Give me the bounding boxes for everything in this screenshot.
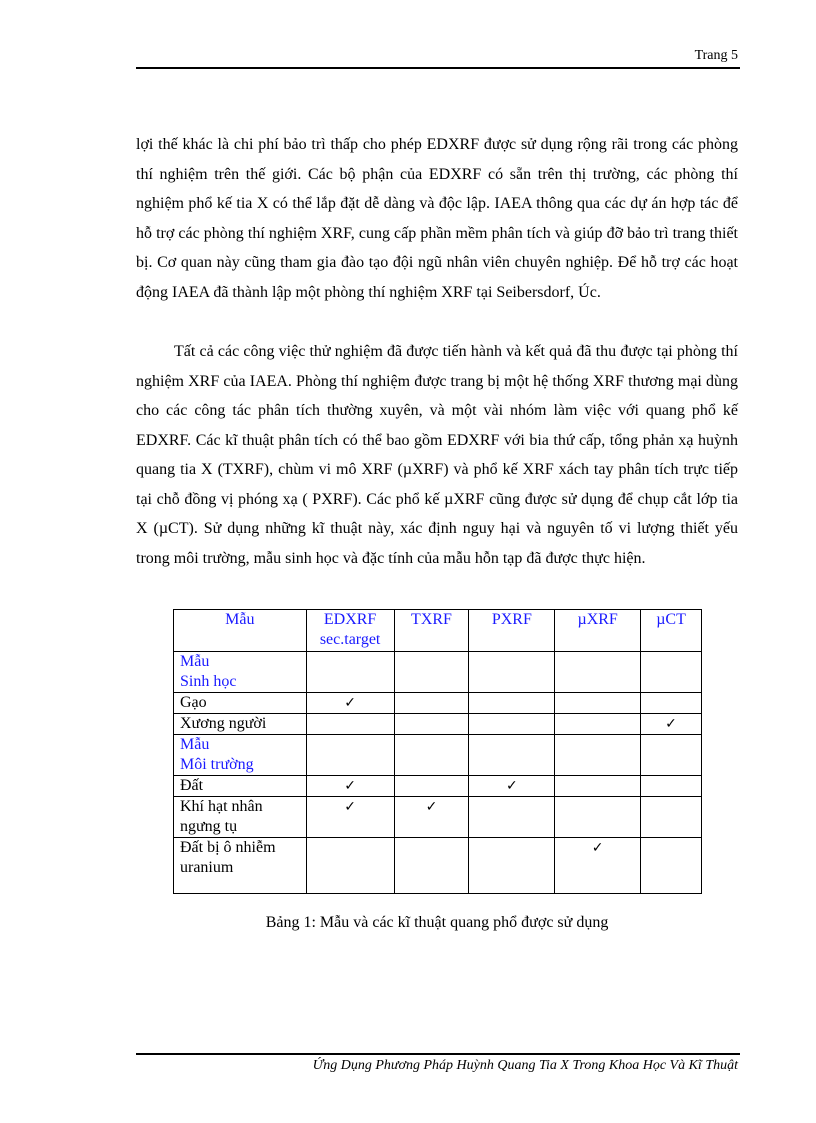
cell-txrf (394, 714, 469, 735)
cell-uxrf (555, 714, 641, 735)
sample-label (174, 838, 307, 894)
table-row (174, 693, 702, 714)
label-line: Xương người (180, 715, 267, 732)
cell-pxrf (469, 797, 555, 838)
check-mark-icon: ✓ (505, 778, 518, 794)
header-sample: Mẫu (174, 610, 307, 652)
check-mark-icon: ✓ (344, 695, 356, 711)
footer-title: Ứng Dụng Phương Pháp Huỳnh Quang Tia X Trong Khoa Học Và Kĩ Thuật (312, 1058, 738, 1073)
cell-uct (641, 652, 702, 693)
label-line: Gạo (180, 694, 207, 711)
cell-uxrf (555, 693, 641, 714)
check-mark-icon: ✓ (425, 799, 438, 815)
cell-uct (641, 776, 702, 797)
cell-uct (641, 693, 702, 714)
table-row (174, 838, 702, 894)
cell-uxrf (555, 838, 641, 894)
label-line: ngưng tụ (180, 818, 238, 835)
table-row (174, 776, 702, 797)
paragraph-text: lợi thế khác là chi phí bảo trì thấp cho phép EDXRF được sử dụng rộng rãi trong các phòng thí nghiệm trên thế giới. Các bộ phận của EDXRF có sẵn trên thị trường, các phòng thí nghiệm phổ kế tia X có thể lắp đặt dễ dàng và độc lập. IAEA thông qua các dự án hợp tác để hỗ trợ các phòng thí nghiệm XRF, cung cấp phần mềm phân tích và giúp đỡ bảo trì trang thiết bị. Cơ quan này cũng tham gia đào tạo đội ngũ nhân viên chuyên nghiệp. Để hỗ trợ các hoạt động IAEA đã thành lập một phòng thí nghiệm XRF tại Seibersdorf, Úc. (136, 136, 738, 301)
sample-label (174, 693, 307, 714)
cell-uxrf (555, 652, 641, 693)
cell-edxrf (306, 776, 394, 797)
table-row (174, 652, 702, 693)
cell-edxrf (306, 797, 394, 838)
cell-txrf (394, 776, 469, 797)
check-mark-icon: ✓ (591, 840, 604, 856)
cell-pxrf (469, 776, 555, 797)
cell-uct (641, 838, 702, 894)
paragraph-text: Tất cả các công việc thử nghiệm đã được tiến hành và kết quả đã thu được tại phòng thí nghiệm XRF của IAEA. Phòng thí nghiệm được trang bị một hệ thống XRF thương mại dùng cho các công tác phân tích thường xuyên, và một vài nhóm làm việc với quang phổ kế EDXRF. Các kĩ thuật phân tích có thể bao gồm EDXRF với bia thứ cấp, tổng phản xạ huỳnh quang tia X (TXRF), chùm vi mô XRF (µXRF) và phổ kế XRF xách tay phân tích trực tiếp tại chỗ đồng vị phóng xạ ( PXRF). Các phổ kế µXRF cũng được sử dụng để chụp cắt lớp tia X (µCT). Sử dụng những kĩ thuật này, xác định nguy hại và nguyên tố vi lượng thiết yếu trong môi trường, mẫu sinh học và đặc tính của mẫu hỗn tạp đã được thực hiện. (136, 343, 738, 567)
table-body (174, 652, 702, 894)
cell-txrf (394, 797, 469, 838)
label-line: Khí hạt nhân (180, 798, 263, 815)
cell-uct (641, 797, 702, 838)
label-line: Đất bị ô nhiễm (180, 839, 276, 856)
sample-label (174, 714, 307, 735)
cell-uct (641, 735, 702, 776)
body-paragraph-1 (136, 130, 738, 307)
header-edxrf-line2: sec.target (319, 631, 381, 648)
cell-txrf (394, 735, 469, 776)
header-edxrf (306, 610, 394, 652)
table-caption: Bảng 1: Mẫu và các kĩ thuật quang phổ được sử dụng (265, 914, 609, 931)
cell-uct (641, 714, 702, 735)
label-line: Mẫu (180, 653, 210, 670)
label-line: Môi trường (180, 756, 254, 773)
cell-uxrf (555, 797, 641, 838)
category-label (174, 735, 307, 776)
cell-edxrf (306, 714, 394, 735)
sample-label (174, 797, 307, 838)
cell-edxrf (306, 693, 394, 714)
cell-txrf (394, 652, 469, 693)
cell-uxrf (555, 735, 641, 776)
table-row (174, 714, 702, 735)
body-paragraph-2 (136, 337, 738, 573)
cell-pxrf (469, 838, 555, 894)
page-number: Trang 5 (694, 48, 738, 63)
header-uct: µCT (641, 610, 702, 652)
table-row (174, 797, 702, 838)
cell-pxrf (469, 735, 555, 776)
cell-pxrf (469, 693, 555, 714)
header-divider (136, 67, 740, 69)
cell-txrf (394, 838, 469, 894)
table-header-row (174, 610, 702, 652)
cell-edxrf (306, 838, 394, 894)
footer-divider (136, 1053, 740, 1055)
label-line: Sinh học (180, 673, 237, 690)
label-line: uranium (180, 859, 234, 876)
check-mark-icon: ✓ (344, 778, 356, 794)
cell-pxrf (469, 714, 555, 735)
cell-edxrf (306, 735, 394, 776)
cell-txrf (394, 693, 469, 714)
cell-pxrf (469, 652, 555, 693)
check-mark-icon: ✓ (665, 716, 677, 732)
check-mark-icon: ✓ (344, 799, 356, 815)
label-line: Mẫu (180, 736, 210, 753)
samples-techniques-table (173, 609, 702, 894)
header-edxrf-line1: EDXRF (323, 611, 377, 628)
table-row (174, 735, 702, 776)
header-uxrf: µXRF (555, 610, 641, 652)
header-pxrf: PXRF (469, 610, 555, 652)
cell-uxrf (555, 776, 641, 797)
category-label (174, 652, 307, 693)
header-txrf: TXRF (394, 610, 469, 652)
cell-edxrf (306, 652, 394, 693)
sample-label (174, 776, 307, 797)
label-line: Đất (180, 777, 204, 794)
